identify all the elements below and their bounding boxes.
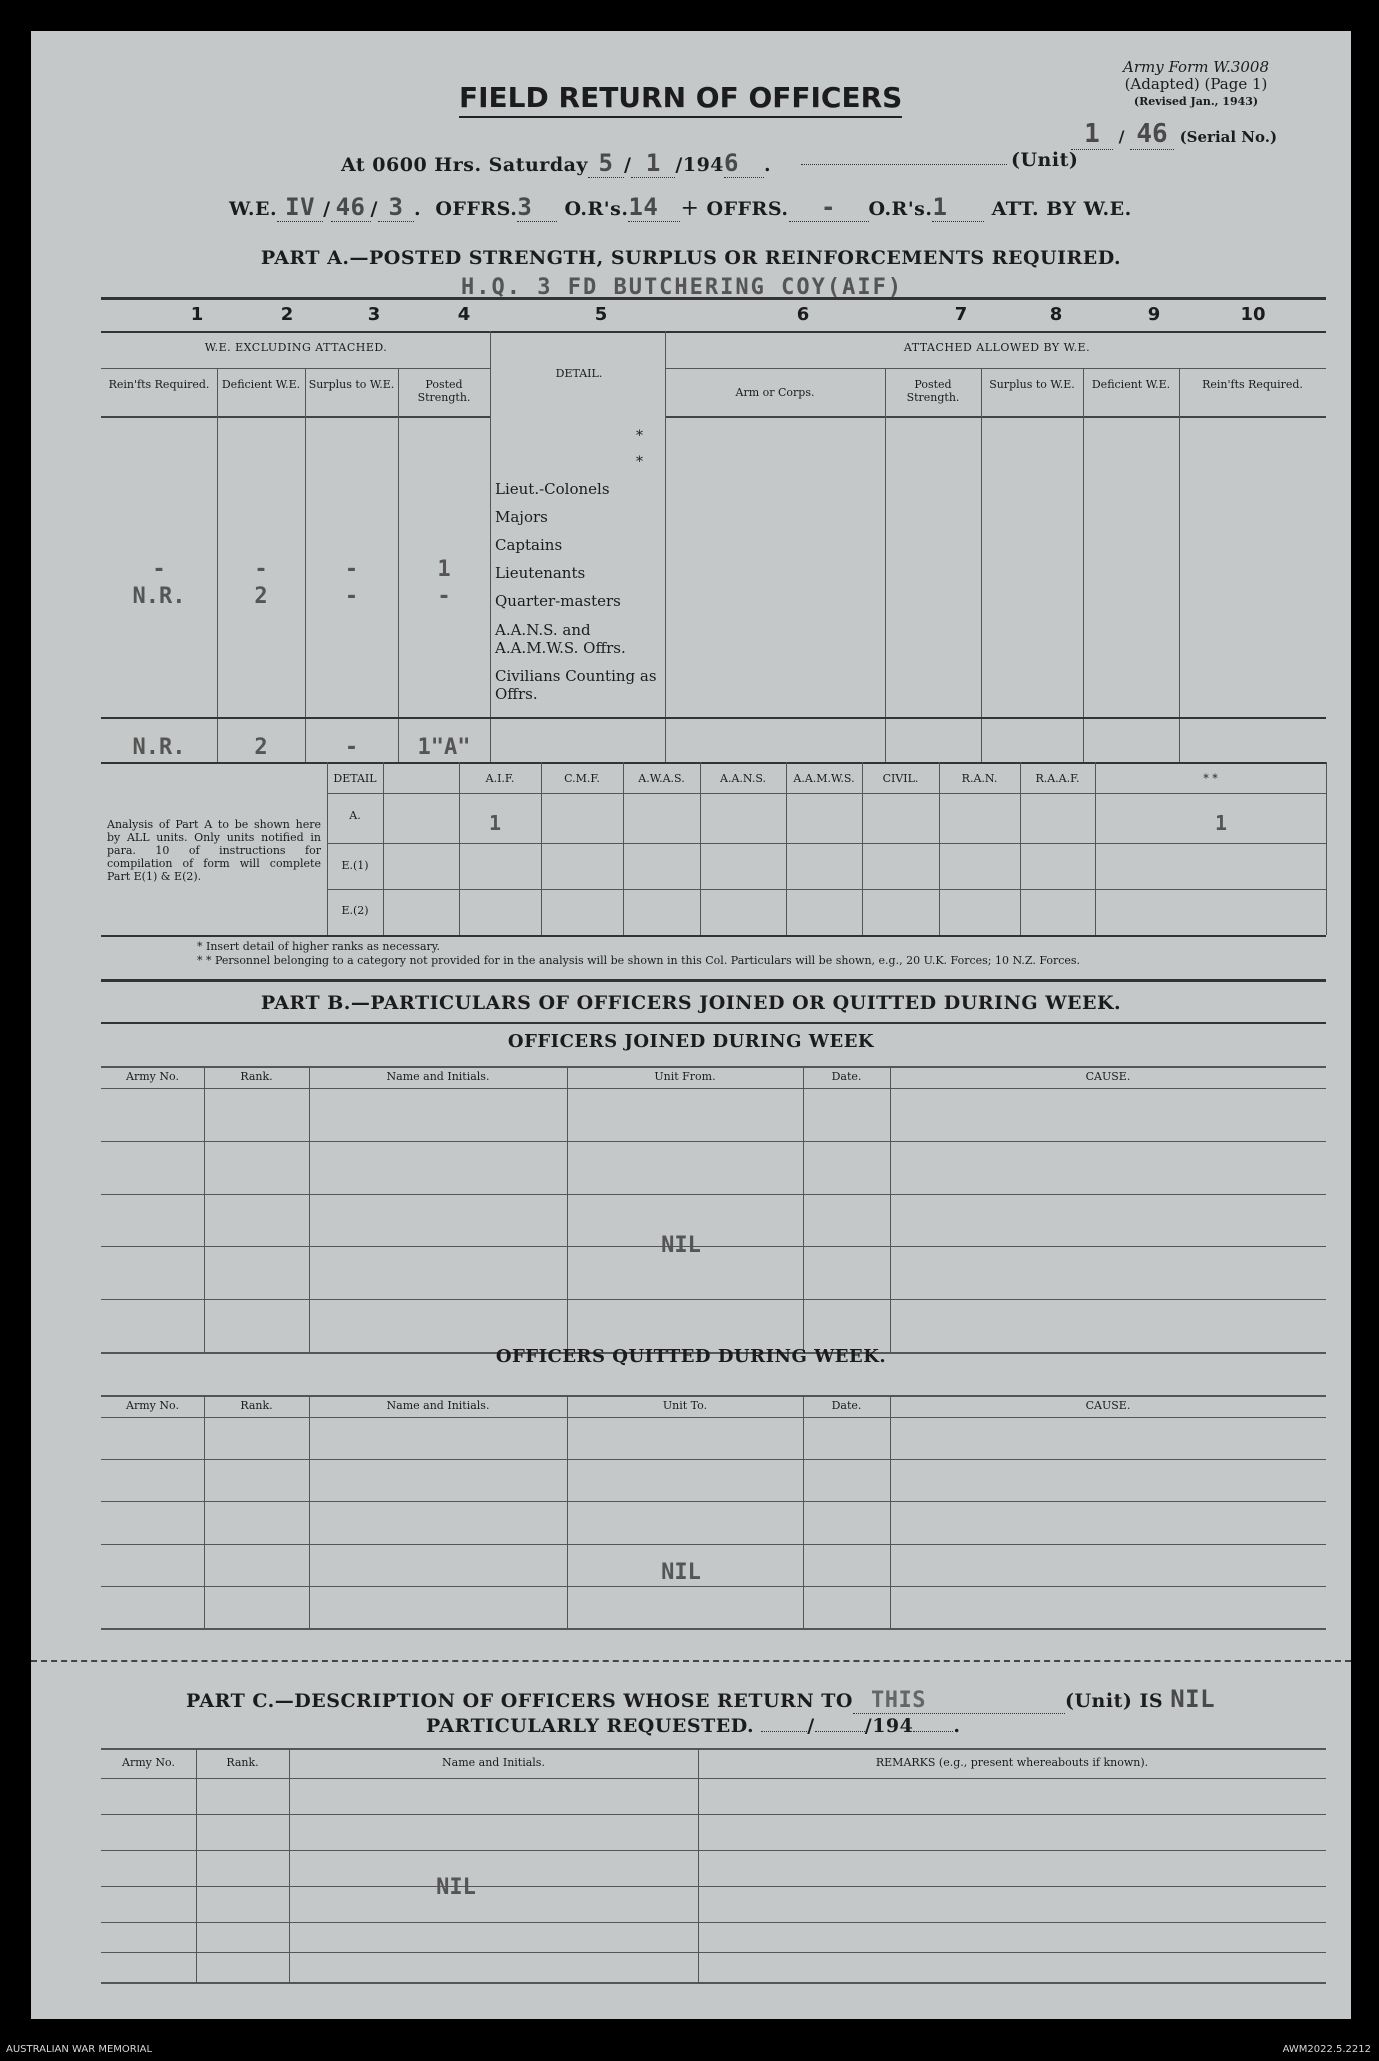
part-c-head-2: Rank.: [226, 1756, 259, 1769]
analysis-bottom-rule: [101, 935, 1326, 937]
form-ref-line2: (Adapted) (Page 1): [1124, 75, 1268, 93]
column-number-8: 8: [1049, 304, 1063, 325]
detail-left-line: [490, 331, 491, 762]
grid-line: [196, 1748, 197, 1982]
at-label: At 0600 Hrs. Saturday: [341, 154, 588, 176]
footnote-1: * Insert detail of higher ranks as necessary.: [197, 940, 441, 953]
column-number-10: 10: [1240, 304, 1266, 325]
grid-line: [1179, 368, 1180, 762]
grid-line: [623, 762, 624, 935]
grid-line: [700, 762, 701, 935]
rank-aans: A.A.N.S. and A.A.M.W.S. Offrs.: [495, 621, 626, 657]
detail-head: DETAIL.: [555, 367, 603, 380]
rank-lieutenants: Lieutenants: [495, 564, 586, 582]
footer-left: AUSTRALIAN WAR MEMORIAL: [6, 2044, 153, 2055]
grid-line: [327, 889, 1326, 890]
grid-line: [541, 762, 542, 935]
part-c-bottom-rule: [101, 1982, 1326, 1984]
captains-col-1: -: [152, 557, 166, 582]
form-ref-line1: Army Form W.3008: [1123, 58, 1269, 76]
ors-label: O.R's.: [564, 198, 629, 220]
grid-line: [1095, 762, 1096, 935]
joined-head-4: Unit From.: [654, 1070, 716, 1083]
total-col-4: 1"A": [417, 735, 471, 760]
att-col-head-5: Rein'fts Required.: [1202, 378, 1303, 391]
column-number-6: 6: [796, 304, 810, 325]
grid-line: [1326, 762, 1327, 935]
we-part2: 46: [331, 193, 371, 222]
part-b-title-rule: [101, 1022, 1326, 1024]
part-c-nil-stamp: NIL: [1170, 1685, 1216, 1713]
quitted-nil-stamp: NIL: [661, 1560, 701, 1585]
grid-line: [383, 762, 384, 935]
part-c-label: PART C.—DESCRIPTION OF OFFICERS WHOSE RETURN TO: [186, 1690, 853, 1712]
unit-blank: [801, 164, 1007, 165]
analysis-head-10: R.A.A.F.: [1035, 772, 1080, 785]
part-b-rule: [101, 979, 1326, 982]
analysis-row-2: E.(1): [341, 859, 369, 872]
serial-label: (Serial No.): [1179, 128, 1278, 146]
serial-year: 46: [1130, 119, 1174, 150]
captains-col-3: -: [344, 557, 359, 582]
total-bottom-rule: [101, 762, 1326, 764]
lieutenants-col-2: 2: [254, 584, 268, 609]
grid-line: [981, 368, 982, 762]
we-col-head-2: Deficient W.E.: [221, 378, 301, 391]
lieutenants-col-3: -: [344, 584, 359, 609]
ors2-value: 1: [932, 193, 984, 222]
plus-sign: +: [680, 196, 700, 221]
grid-line: [803, 1395, 804, 1628]
page-title: FIELD RETURN OF OFFICERS: [459, 81, 902, 118]
ors2-label: O.R's.: [868, 198, 933, 220]
lieutenants-col-4: -: [437, 584, 451, 609]
serial-value: 1: [1071, 119, 1113, 150]
grid-line: [890, 1066, 891, 1352]
we-col-head-1: Rein'fts Required.: [108, 378, 210, 391]
part-c-row-line: [101, 1850, 1326, 1851]
year-prefix: /194: [675, 154, 725, 176]
quitted-head-2: Rank.: [240, 1399, 273, 1412]
we-col-head-4: Posted Strength.: [417, 378, 471, 404]
joined-nil-stamp: NIL: [661, 1233, 701, 1258]
captains-col-4: 1: [437, 557, 451, 582]
detail-stars: [636, 423, 643, 475]
lieutenants-col-1: N.R.: [132, 584, 186, 609]
part-c-line1: [186, 1685, 1215, 1714]
month-value: 1: [631, 149, 675, 178]
quitted-head-6: CAUSE.: [1085, 1399, 1131, 1412]
column-number-3: 3: [367, 304, 381, 325]
attached-head: ATTACHED ALLOWED BY W.E.: [903, 341, 1091, 354]
quitted-head-rule: [101, 1417, 1326, 1418]
total-col-3: -: [344, 735, 359, 760]
analysis-head-1: DETAIL: [333, 772, 377, 785]
analysis-row-1: A.: [349, 809, 361, 822]
day-value: 5: [588, 149, 624, 178]
analysis-head-9: R.A.N.: [961, 772, 998, 785]
grid-line: [309, 1395, 310, 1628]
year-suffix: 6: [724, 149, 764, 178]
we-value: IV: [277, 193, 323, 222]
part-c-row-line: [101, 1814, 1326, 1815]
joined-row-line: [101, 1141, 1326, 1142]
footnote-2: * * Personnel belonging to a category not provided for in the analysis will be shown in this Col. Particulars will be shown, e.g., 20 U.K. Forces; 10 N.Z. Forces.: [197, 954, 1081, 967]
part-b-title: PART B.—PARTICULARS OF OFFICERS JOINED OR QUITTED DURING WEEK.: [260, 992, 1122, 1014]
date-line: At 0600 Hrs. Saturday 5 / 1 /1946 .: [341, 149, 772, 177]
analysis-head-4: C.M.F.: [564, 772, 600, 785]
joined-head-6: CAUSE.: [1085, 1070, 1131, 1083]
we-part3: 3: [378, 193, 414, 222]
rank-lieut-colonels: Lieut.-Colonels: [495, 480, 610, 498]
footnotes: [197, 940, 1080, 968]
quitted-head-1: Army No.: [126, 1399, 179, 1412]
quitted-head-5: Date.: [831, 1399, 862, 1412]
quitted-row-line: [101, 1459, 1326, 1460]
serial-number: 1 / 46 (Serial No.): [1071, 119, 1277, 150]
grid-line: [890, 1395, 891, 1628]
we-line: W.E. IV / 46 / 3 . OFFRS.3 O.R's.14 + OFFRS. - O.R's.1 ATT. BY W.E.: [229, 193, 1132, 221]
rank-captains: Captains: [495, 536, 563, 554]
analysis-head-8: CIVIL.: [882, 772, 919, 785]
we-head-bottom: [101, 416, 490, 418]
grid-line: [289, 1748, 290, 1982]
grid-line: [885, 368, 886, 762]
we-sub-rule: [101, 368, 490, 369]
analysis-head-7: A.A.M.W.S.: [793, 772, 855, 785]
quitted-row-line: [101, 1544, 1326, 1545]
att-col-head-1: Arm or Corps.: [735, 386, 815, 399]
grid-line: [567, 1395, 568, 1628]
column-number-5: 5: [594, 304, 608, 325]
grid-line: [698, 1748, 699, 1982]
part-c-head-rule: [101, 1778, 1326, 1779]
part-c-year: /194: [864, 1715, 914, 1737]
total-col-2: 2: [254, 735, 268, 760]
joined-head-rule: [101, 1088, 1326, 1089]
we-excl-head: W.E. EXCLUDING ATTACHED.: [204, 341, 388, 354]
quitted-row-line: [101, 1586, 1326, 1587]
grid-line: [204, 1395, 205, 1628]
ors-value: 14: [628, 193, 680, 222]
we-label: W.E.: [229, 198, 278, 220]
att-col-head-2: Posted Strength.: [906, 378, 960, 404]
grid-line: [786, 762, 787, 935]
part-c-head-3: Name and Initials.: [442, 1756, 545, 1769]
att-label: ATT. BY W.E.: [991, 198, 1132, 220]
grid-line: [327, 843, 1326, 844]
grid-line: [204, 1066, 205, 1352]
part-c-unit-label: (Unit) IS: [1065, 1690, 1164, 1712]
grid-line: [862, 762, 863, 935]
detail-bottom-rule: [101, 717, 1326, 719]
grid-line: [803, 1066, 804, 1352]
quitted-bottom-rule: [101, 1628, 1326, 1630]
grid-line: [327, 793, 1326, 794]
part-c-head-4: REMARKS (e.g., present whereabouts if known).: [875, 1756, 1149, 1769]
form-reference: [1086, 59, 1306, 110]
form-page: [31, 31, 1351, 2019]
offrs-value: 3: [517, 193, 557, 222]
joined-row-line: [101, 1299, 1326, 1300]
analysis-head-6: A.A.N.S.: [720, 772, 766, 785]
total-col-1: N.R.: [132, 735, 186, 760]
part-c-unit-value: THIS: [853, 1688, 1065, 1714]
column-number-4: 4: [457, 304, 471, 325]
part-c-top-rule: [101, 1748, 1326, 1750]
footer-right: AWM2022.5.2212: [1282, 2044, 1371, 2055]
grid-top-rule: [101, 331, 1326, 333]
analysis-head-3: A.I.F.: [485, 772, 515, 785]
grid-line: [1020, 762, 1021, 935]
joined-title: OFFICERS JOINED DURING WEEK: [507, 1031, 875, 1052]
we-col-head-3: Surplus to W.E.: [308, 378, 395, 391]
rank-quarter-masters: Quarter-masters: [495, 592, 621, 610]
column-number-1: 1: [190, 304, 204, 325]
part-a-rule: [101, 297, 1326, 300]
analysis-head-5: A.W.A.S.: [638, 772, 685, 785]
unit-label: (Unit): [1011, 149, 1079, 171]
analysis-row-3: E.(2): [341, 904, 369, 917]
captains-col-2: -: [254, 557, 268, 582]
part-c-nil: NIL: [436, 1875, 476, 1900]
offrs-label: OFFRS.: [435, 198, 518, 220]
star-1: *: [636, 428, 643, 444]
part-a-title: PART A.—POSTED STRENGTH, SURPLUS OR REINFORCEMENTS REQUIRED.: [260, 247, 1122, 269]
part-c-row-line: [101, 1952, 1326, 1953]
form-ref-line3: (Revised Jan., 1943): [1133, 95, 1259, 108]
quitted-row-line: [101, 1501, 1326, 1502]
column-number-2: 2: [280, 304, 294, 325]
total-a-value: 1: [1214, 811, 1228, 835]
tear-line: [31, 1660, 1351, 1662]
quitted-head-4: Unit To.: [662, 1399, 708, 1412]
grid-line: [1083, 368, 1084, 762]
part-c-row-line: [101, 1922, 1326, 1923]
att-col-head-3: Surplus to W.E.: [989, 378, 1075, 391]
joined-head-3: Name and Initials.: [386, 1070, 490, 1083]
part-a-unit: H.Q. 3 FD BUTCHERING COY(AIF): [461, 275, 904, 300]
analysis-note: Analysis of Part A to be shown here by ALL units. Only units notified in para. 10 of instructions for compilation of form will complete Part E(1) & E(2).: [107, 818, 321, 883]
column-number-9: 9: [1147, 304, 1161, 325]
grid-line: [939, 762, 940, 935]
rank-list: [495, 479, 663, 703]
grid-line: [309, 1066, 310, 1352]
quitted-top-rule: [101, 1395, 1326, 1397]
rank-majors: Majors: [495, 508, 548, 526]
att-head-bottom: [665, 416, 1326, 418]
part-c-line2: PARTICULARLY REQUESTED. / /194 .: [426, 1715, 961, 1737]
part-c-row-line: [101, 1886, 1326, 1887]
part-c-head-1: Army No.: [122, 1756, 175, 1769]
column-number-7: 7: [954, 304, 968, 325]
joined-top-rule: [101, 1066, 1326, 1068]
aif-a-value: 1: [488, 811, 502, 835]
detail-right-line: [665, 331, 666, 762]
joined-head-1: Army No.: [126, 1070, 179, 1083]
att-col-head-4: Deficient W.E.: [1091, 378, 1171, 391]
rank-civilians: Civilians Counting as Offrs.: [495, 667, 657, 703]
grid-line: [567, 1066, 568, 1352]
part-c-requested: PARTICULARLY REQUESTED.: [426, 1715, 755, 1737]
quitted-head-3: Name and Initials.: [386, 1399, 490, 1412]
joined-head-2: Rank.: [240, 1070, 273, 1083]
analysis-head-11: * *: [1203, 772, 1218, 785]
offrs2-label: OFFRS.: [706, 198, 789, 220]
joined-head-5: Date.: [831, 1070, 862, 1083]
joined-row-line: [101, 1194, 1326, 1195]
quitted-title: OFFICERS QUITTED DURING WEEK.: [495, 1346, 887, 1367]
att-sub-rule: [665, 368, 1326, 369]
star-2: *: [636, 454, 643, 470]
offrs2-value: -: [789, 193, 869, 222]
grid-line: [459, 762, 460, 935]
